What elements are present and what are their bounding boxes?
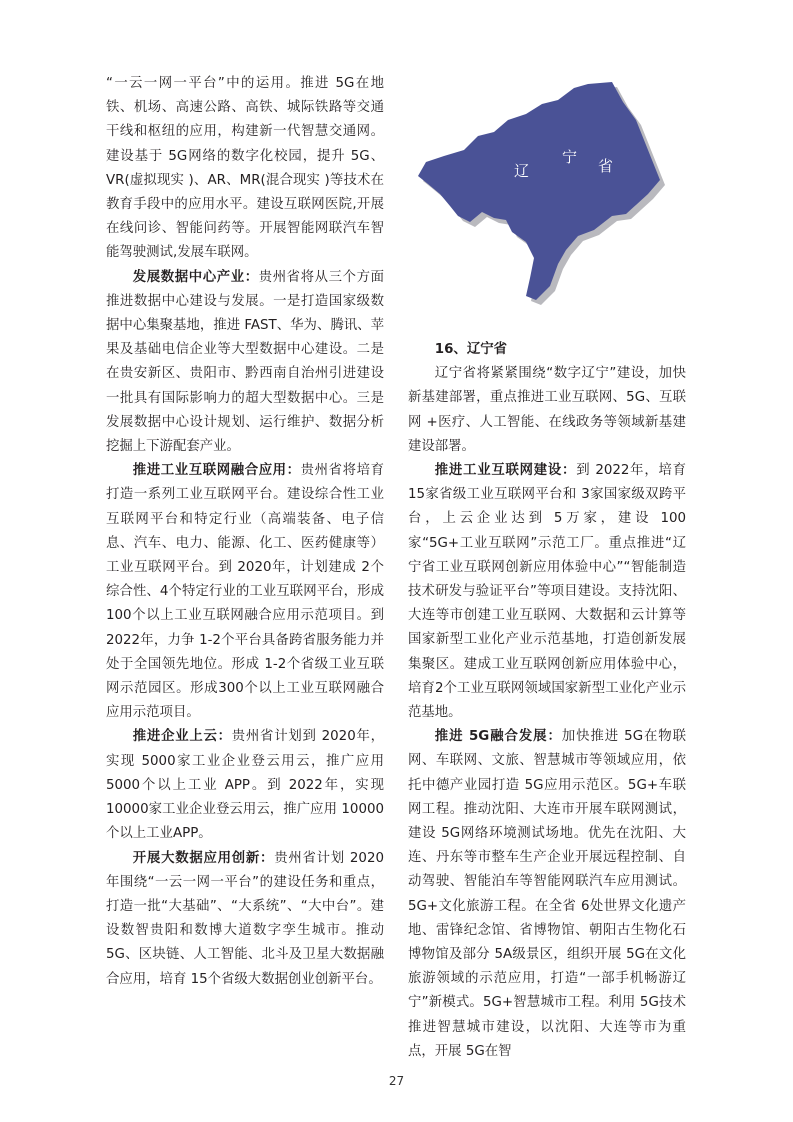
map-label-liao: 辽 [514, 162, 530, 180]
paragraph-body: 贵州省将从三个方面推进数据中心建设与发展。一是打造国家级数据中心集聚基地，推进 FAST、华为、腾讯、苹果及基础电信企业等大型数据中心建设。二是在贵安新区、贵阳市、黔西南自治州引进建设一批具有国际影响力的超大型数据中心。三是发展数据中心设计规划、运行维护、数据分析挖掘上下游配套产业。 [106, 269, 385, 455]
map-label-ning: 宁 [562, 148, 578, 166]
paragraph-body: 贵州省计划 2020年围绕“一云一网一平台”的建设任务和重点，打造一批“大基础”、“大系统”、“大中台”。建设数智贵阳和数博大道数字孪生城市。推动5G、区块链、人工智能、北斗及卫星大数据融合应用，培育 15个省级大数据创业创新平台。 [106, 850, 384, 987]
paragraph-title: 推进工业互联网融合应用： [132, 463, 301, 479]
paragraph-body: 到 2022年，培育15家省级工业互联网平台和 3家国家级双跨平台，上云企业达到 5万家，建设 100家“5G+工业互联网”示范工厂。重点推进“辽宁省工业互联网创新应用体验中心”“智能制造技术研发与验证平台”等项目建设。支持沈阳、大连等市创建工业互联网、大数据和云计算等国家新型工业化产业示范基地，打造创新发展集聚区。建成工业互联网创新应用体验中心，培育2个工业互联网领域国家新型工业化产业示范基地。 [408, 463, 686, 721]
paragraph-industrial-internet [106, 459, 384, 725]
paragraph-title: 推进企业上云： [132, 729, 232, 745]
paragraph-body: 贵州省将培育打造一系列工业互联网平台。建设综合性工业互联网平台和特定行业（高端装备、电子信息、汽车、电力、能源、化工、医药健康等）工业互联网平台。到 2020年，计划建成 2个综合性、4个特定行业的工业互联网平台，形成 100个以上工业互联网融合应用示范项目。到 2022年，力争 1-2个平台具备跨省服务能力并处于全国领先地位。形成 1-2个省级工业互联网示范园区。形成300个以上工业互联网融合应用示范项目。 [106, 463, 385, 721]
page-number: 27 [388, 1074, 405, 1088]
liaoning-map-illustration [408, 72, 686, 310]
map-label-sheng: 省 [598, 157, 614, 175]
paragraph-industrial-internet-liaoning [408, 459, 686, 725]
section-heading-liaoning: 16、辽宁省 [434, 342, 507, 357]
paragraph-data-center [106, 266, 384, 460]
paragraph-big-data [106, 847, 384, 992]
liaoning-province-shape [418, 82, 660, 300]
paragraph-body: 贵州省计划到 2020年，实现 5000家工业企业登云用云，推广应用 5000个以上工业 APP。到 2022年，实现 10000家工业企业登云用云，推广应用 10000个以上工业APP。 [106, 729, 384, 842]
paragraph-title: 推进 5G融合发展： [434, 729, 562, 745]
paragraph-title: 推进工业互联网建设： [434, 463, 577, 479]
paragraph-title: 开展大数据应用创新： [132, 850, 275, 866]
paragraph-body: 加快推进 5G在物联网、车联网、文旅、智慧城市等领域应用，依托中德产业园打造 5G应用示范区。5G+车联网工程。推动沈阳、大连市开展车联网测试，建设 5G网络环境测试场地。优先在沈阳、大连、丹东等市整车生产企业开展远程控制、自动驾驶、智能泊车等智能网联汽车应用测试。5G+文化旅游工程。在全省 6处世界文化遗产地、雷锋纪念馆、省博物馆、朝阳古生物化石博物馆及部分 5A级景区，组织开展 5G在文化旅游领域的示范应用，打造“一部手机畅游辽宁”新模式。5G+智慧城市工程。利用 5G技术推进智慧城市建设，以沈阳、大连等市为重点，开展 5G在智 [408, 729, 686, 1059]
paragraph-enterprise-cloud [106, 725, 384, 846]
left-column [106, 72, 384, 992]
paragraph-transport-education: “一云一网一平台”中的运用。推进 5G在地铁、机场、高速公路、高铁、城际铁路等交通干线和枢纽的应用，构建新一代智慧交通网。建设基于 5G网络的数字化校园，提升 5G、VR(虚拟现实 )、AR、MR(混合现实 )等技术在教育手段中的应用水平。建设互联网医院,开展在线问诊、智能问药等。开展智能网联汽车智能驾驶测试,发展车联网。 [106, 76, 384, 261]
right-column [408, 338, 686, 1064]
paragraph-title: 发展数据中心产业： [132, 269, 259, 285]
paragraph-5g-integration [408, 725, 686, 1064]
paragraph-liaoning-intro: 辽宁省将紧紧围绕“数字辽宁”建设，加快新基建部署，重点推进工业互联网、5G、互联网 +医疗、人工智能、在线政务等领域新基建建设部署。 [408, 366, 686, 454]
